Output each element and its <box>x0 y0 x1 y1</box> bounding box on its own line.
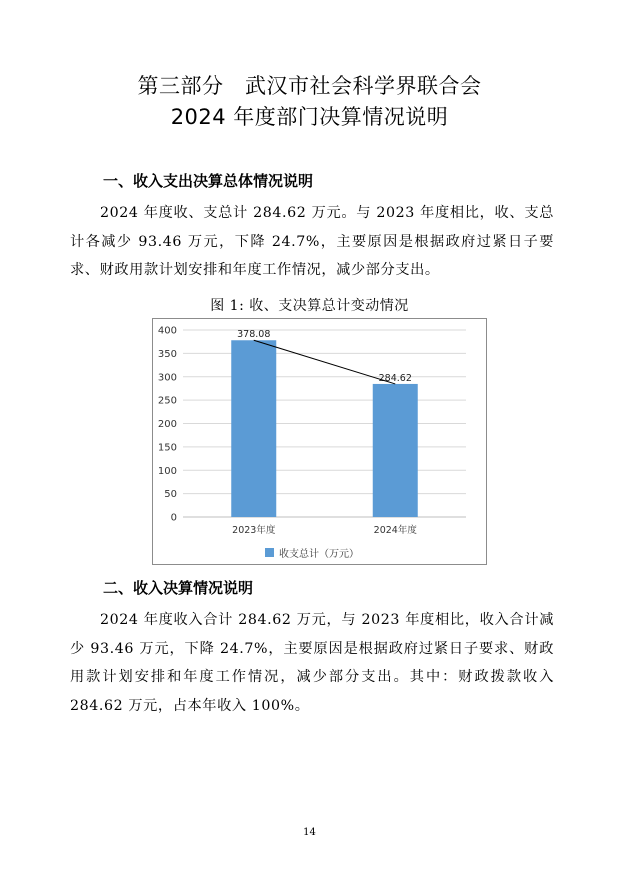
data-label: 284.62 <box>378 372 412 384</box>
legend-swatch <box>265 548 274 557</box>
y-tick-label: 250 <box>157 395 177 407</box>
y-tick-label: 100 <box>157 465 177 477</box>
bar <box>231 340 276 517</box>
figure-caption: 图 1: 收、支决算总计变动情况 <box>210 298 409 314</box>
data-label: 378.08 <box>237 329 271 341</box>
y-tick-label: 400 <box>157 325 177 337</box>
x-tick-label: 2023年度 <box>232 525 276 536</box>
page-number: 14 <box>303 827 316 838</box>
document-title: 第三部分 武汉市社会科学界联合会 <box>137 74 482 98</box>
y-tick-label: 200 <box>157 419 177 430</box>
y-tick-label: 50 <box>164 489 177 501</box>
chart-container <box>152 318 487 565</box>
legend-label: 收支总计（万元） <box>279 549 359 560</box>
y-tick-label: 350 <box>157 348 177 360</box>
section-2-paragraph: 2024 年度收入合计 284.62 万元，与 2023 年度相比，收入合计减少 93.46 万元，下降 24.7%，主要原因是根据政府过紧日子要求、财政用款计划安排和年度工作情况，减少部分支出。其中：财政拨款收入 284.62 万元，占本年收入 100%。 <box>70 612 554 714</box>
section-1-paragraph: 2024 年度收、支总计 284.62 万元。与 2023 年度相比，收、支总计各减少 93.46 万元，下降 24.7%，主要原因是根据政府过紧日子要求、财政用款计划安排和年度工作情况，减少部分支出。 <box>70 205 554 278</box>
y-tick-label: 0 <box>170 512 177 524</box>
chart-legend <box>265 545 359 560</box>
y-tick-label: 300 <box>157 372 177 384</box>
section-1-heading: 一、收入支出决算总体情况说明 <box>103 172 314 190</box>
bar <box>373 384 418 517</box>
section-2-heading: 二、收入决算情况说明 <box>103 579 254 597</box>
bar-chart <box>153 319 488 566</box>
document-subtitle: 2024 年度部门决算情况说明 <box>170 105 449 129</box>
x-tick-label: 2024年度 <box>373 525 417 536</box>
y-tick-label: 150 <box>157 442 177 454</box>
